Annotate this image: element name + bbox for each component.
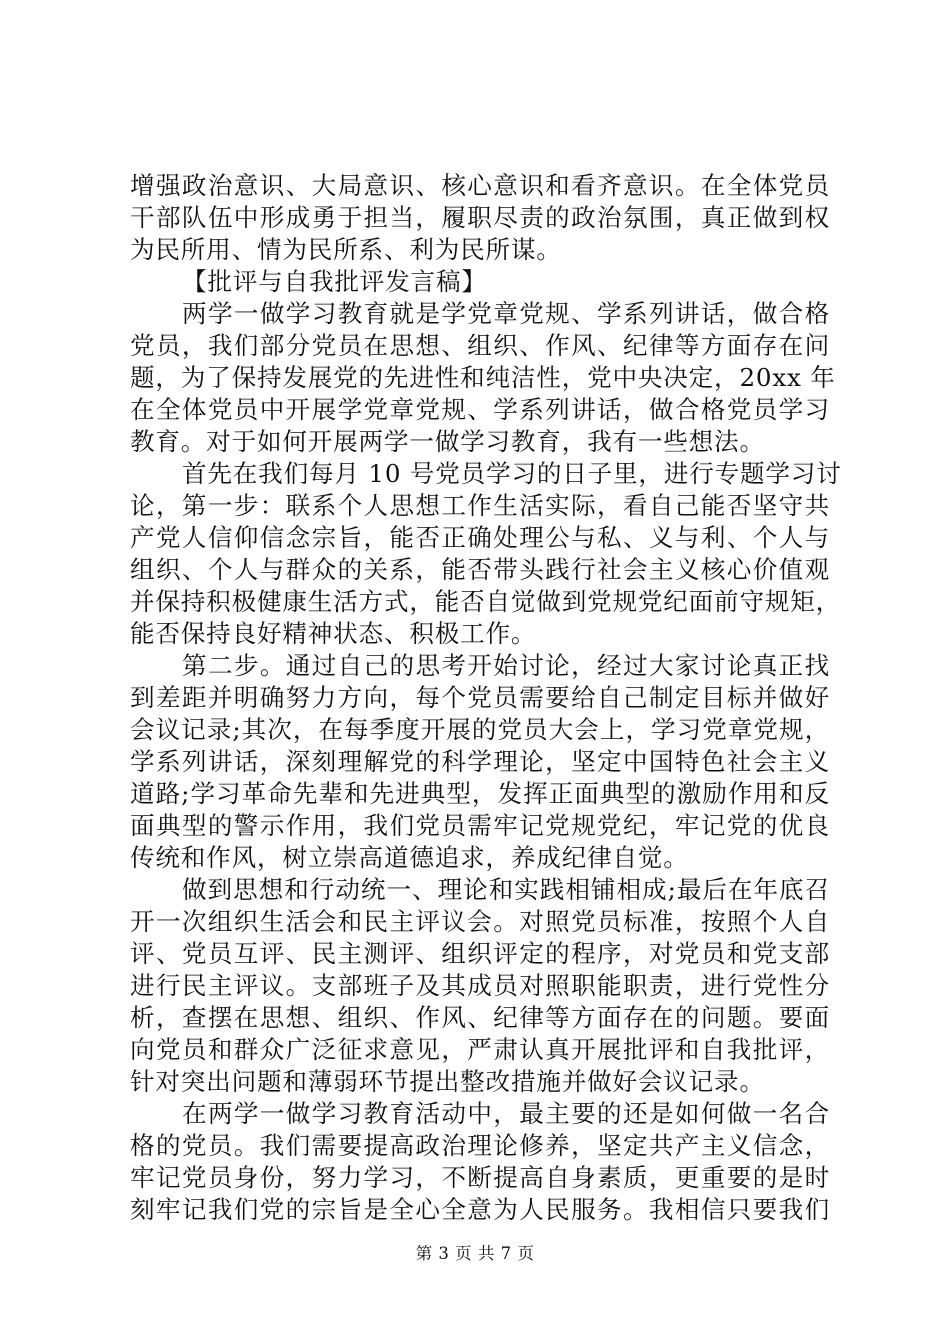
text-line: 教育。对于如何开展两学一做学习教育，我有一些想法。 [130,427,765,456]
text-line: 开一次组织生活会和民主评议会。对照党员标准，按照个人自 [130,907,830,936]
text-line: 两学一做学习教育就是学党章党规、学系列讲话，做合格 [182,299,830,328]
text-line: 增强政治意识、大局意识、核心意识和看齐意识。在全体党员 [130,171,830,200]
text-line: 针对突出问题和薄弱环节提出整改措施并做好会议记录。 [130,1067,765,1096]
text-line: 党员，我们部分党员在思想、组织、作风、纪律等方面存在问 [130,331,830,360]
text-line: 传统和作风，树立崇高道德追求，养成纪律自觉。 [130,843,689,872]
document-body [130,170,842,1226]
text-line: 格的党员。我们需要提高政治理论修养，坚定共产主义信念， [130,1131,830,1160]
text-line: 干部队伍中形成勇于担当，履职尽责的政治氛围，真正做到权 [130,203,830,232]
text-line: 产党人信仰信念宗旨，能否正确处理公与私、义与利、个人与 [130,523,830,552]
text-line: 在两学一做学习教育活动中，最主要的还是如何做一名合 [182,1099,830,1128]
text-line: 首先在我们每月 10 号党员学习的日子里，进行专题学习讨 [182,459,842,488]
text-line: 道路;学习革命先辈和先进典型，发挥正面典型的激励作用和反 [130,779,830,808]
text-line: 【批评与自我批评发言稿】 [182,267,487,296]
text-line: 能否保持良好精神状态、积极工作。 [130,619,537,648]
page-footer: 第 3 页 共 7 页 [415,1244,535,1263]
text-line: 为民所用、情为民所系、利为民所谋。 [130,235,562,264]
text-line: 学系列讲话，深刻理解党的科学理论，坚定中国特色社会主义 [130,747,830,776]
text-line: 做到思想和行动统一、理论和实践相铺相成;最后在年底召 [182,875,830,904]
text-line: 论，第一步：联系个人思想工作生活实际，看自己能否坚守共 [130,491,830,520]
text-line: 题，为了保持发展党的先进性和纯洁性，党中央决定，20xx 年 [130,363,836,392]
text-line: 面典型的警示作用，我们党员需牢记党规党纪，牢记党的优良 [130,811,830,840]
text-line: 到差距并明确努力方向，每个党员需要给自己制定目标并做好 [130,683,830,712]
text-line: 并保持积极健康生活方式，能否自觉做到党规党纪面前守规矩， [130,587,842,616]
text-line: 进行民主评议。支部班子及其成员对照职能职责，进行党性分 [130,971,830,1000]
text-line: 组织、个人与群众的关系，能否带头践行社会主义核心价值观 [130,555,830,584]
text-line: 会议记录;其次，在每季度开展的党员大会上，学习党章党规， [130,715,830,744]
text-line: 第二步。通过自己的思考开始讨论，经过大家讨论真正找 [182,651,830,680]
text-line: 向党员和群众广泛征求意见，严肃认真开展批评和自我批评， [130,1035,830,1064]
text-line: 刻牢记我们党的宗旨是全心全意为人民服务。我相信只要我们 [130,1195,830,1224]
text-line: 牢记党员身份，努力学习，不断提高自身素质，更重要的是时 [130,1163,830,1192]
text-line: 在全体党员中开展学党章党规、学系列讲话，做合格党员学习 [130,395,830,424]
text-line: 评、党员互评、民主测评、组织评定的程序，对党员和党支部 [130,939,830,968]
text-line: 析，查摆在思想、组织、作风、纪律等方面存在的问题。要面 [130,1003,830,1032]
